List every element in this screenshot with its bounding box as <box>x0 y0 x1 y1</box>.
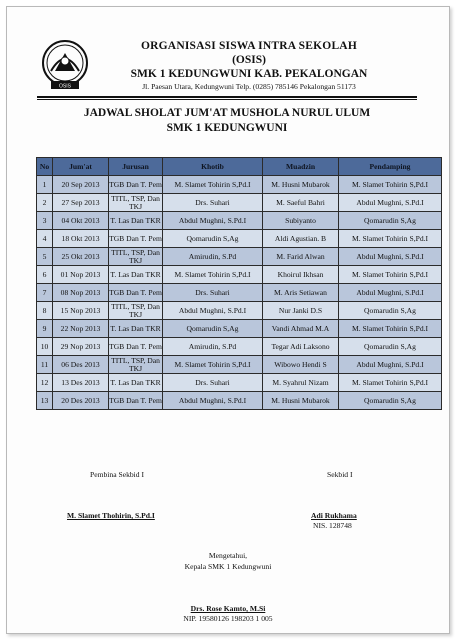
left-signer-role: Pembina Sekbid I <box>90 470 144 479</box>
pendamping-name: Qomarudin S,Ag <box>339 338 442 356</box>
org-abbrev-line: (OSIS) <box>232 54 266 66</box>
khotib-name: M. Slamet Tohirin S,Pd.I <box>163 356 263 374</box>
headmaster-nip: NIP. 19580126 198203 1 005 <box>183 614 273 623</box>
row-number: 2 <box>37 194 53 212</box>
osis-emblem-icon <box>37 37 93 93</box>
table-row <box>37 212 442 230</box>
friday-date: 25 Okt 2013 <box>53 248 109 266</box>
muadzin-name: Nur Janki D.S <box>263 302 339 320</box>
right-signer-name: Adi Rukhama <box>311 511 357 520</box>
khotib-name: Amirudin, S.Pd <box>163 248 263 266</box>
khotib-name: Qomarudin S,Ag <box>163 320 263 338</box>
muadzin-name: M. Aris Setiawan <box>263 284 339 302</box>
pendamping-name: M. Slamet Tohirin S,Pd.I <box>339 176 442 194</box>
pendamping-name: Abdul Mughni, S.Pd.I <box>339 356 442 374</box>
letterhead <box>99 39 399 92</box>
friday-date: 18 Okt 2013 <box>53 230 109 248</box>
column-header: Pendamping <box>339 158 442 176</box>
org-name-line: ORGANISASI SISWA INTRA SEKOLAH <box>141 40 357 52</box>
row-number: 4 <box>37 230 53 248</box>
column-header: Jurusan <box>109 158 163 176</box>
pendamping-name: Qomarudin S,Ag <box>339 212 442 230</box>
friday-date: 27 Sep 2013 <box>53 194 109 212</box>
friday-date: 06 Des 2013 <box>53 356 109 374</box>
row-number: 10 <box>37 338 53 356</box>
muadzin-name: Subiyanto <box>263 212 339 230</box>
department: TGB Dan T. Pem <box>109 176 163 194</box>
headmaster-name: Drs. Rose Kamto, M.Si <box>190 604 266 613</box>
pendamping-name: M. Slamet Tohirin S,Pd.I <box>339 266 442 284</box>
table-row <box>37 176 442 194</box>
department: T. Las Dan TKR <box>109 320 163 338</box>
department: TITL, TSP, Dan TKJ <box>109 302 163 320</box>
document-page <box>6 6 450 634</box>
khotib-name: Abdul Mughni, S.Pd.I <box>163 392 263 410</box>
row-number: 1 <box>37 176 53 194</box>
letterhead-rule-thin <box>37 99 417 100</box>
table-header-row <box>37 158 442 176</box>
table-row <box>37 284 442 302</box>
khotib-name: M. Slamet Tohirin S,Pd.I <box>163 266 263 284</box>
khotib-name: Qomarudin S,Ag <box>163 230 263 248</box>
muadzin-name: M. Syahrul Nizam <box>263 374 339 392</box>
table-row <box>37 356 442 374</box>
khotib-name: Drs. Suhari <box>163 374 263 392</box>
title-line-1: JADWAL SHOLAT JUM'AT MUSHOLA NURUL ULUM <box>83 107 371 119</box>
column-header: Muadzin <box>263 158 339 176</box>
muadzin-name: M. Husni Mubarok <box>263 392 339 410</box>
pendamping-name: Abdul Mughni, S.Pd.I <box>339 248 442 266</box>
muadzin-name: Tegar Adi Laksono <box>263 338 339 356</box>
department: TITL, TSP, Dan TKJ <box>109 356 163 374</box>
muadzin-name: Aldi Agustian. B <box>263 230 339 248</box>
letterhead-rule <box>37 96 417 98</box>
row-number: 13 <box>37 392 53 410</box>
khotib-name: Abdul Mughni, S.Pd.I <box>163 302 263 320</box>
muadzin-name: M. Farid Alwan <box>263 248 339 266</box>
title-line-2: SMK 1 KEDUNGWUNI <box>166 122 288 134</box>
row-number: 3 <box>37 212 53 230</box>
table-row <box>37 302 442 320</box>
khotib-name: Drs. Suhari <box>163 284 263 302</box>
department: TITL, TSP, Dan TKJ <box>109 248 163 266</box>
row-number: 7 <box>37 284 53 302</box>
khotib-name: M. Slamet Tohirin S,Pd.I <box>163 176 263 194</box>
department: TGB Dan T. Pem <box>109 392 163 410</box>
table-row <box>37 248 442 266</box>
pendamping-name: Qomarudin S,Ag <box>339 302 442 320</box>
friday-date: 01 Nop 2013 <box>53 266 109 284</box>
pendamping-name: Qomarudin S,Ag <box>339 392 442 410</box>
khotib-name: Abdul Mughni, S.Pd.I <box>163 212 263 230</box>
row-number: 6 <box>37 266 53 284</box>
muadzin-name: M. Husni Mubarok <box>263 176 339 194</box>
pendamping-name: Abdul Mughni, S.Pd.I <box>339 284 442 302</box>
schedule-table <box>36 157 442 410</box>
headmaster-title: Kepala SMK 1 Kedungwuni <box>184 562 272 571</box>
school-line: SMK 1 KEDUNGWUNI KAB. PEKALONGAN <box>130 68 368 80</box>
pendamping-name: Abdul Mughni, S.Pd.I <box>339 194 442 212</box>
pendamping-name: M. Slamet Tohirin S,Pd.I <box>339 230 442 248</box>
khotib-name: Drs. Suhari <box>163 194 263 212</box>
left-signer-name: M. Slamet Thohirin, S.Pd.I <box>67 511 155 520</box>
muadzin-name: Khoirul Ikhsan <box>263 266 339 284</box>
table-row <box>37 338 442 356</box>
table-row <box>37 230 442 248</box>
friday-date: 13 Des 2013 <box>53 374 109 392</box>
table-row <box>37 194 442 212</box>
department: T. Las Dan TKR <box>109 212 163 230</box>
friday-date: 20 Des 2013 <box>53 392 109 410</box>
friday-date: 08 Nop 2013 <box>53 284 109 302</box>
friday-date: 29 Nop 2013 <box>53 338 109 356</box>
khotib-name: Amirudin, S.Pd <box>163 338 263 356</box>
row-number: 9 <box>37 320 53 338</box>
department: TGB Dan T. Pem <box>109 284 163 302</box>
row-number: 5 <box>37 248 53 266</box>
muadzin-name: Wibowo Hendi S <box>263 356 339 374</box>
right-signer-role: Sekbid I <box>327 470 353 479</box>
friday-date: 04 Okt 2013 <box>53 212 109 230</box>
pendamping-name: M. Slamet Tohirin S,Pd.I <box>339 374 442 392</box>
acknowledged-label: Mengetahui, <box>208 551 248 560</box>
column-header: Khotib <box>163 158 263 176</box>
row-number: 11 <box>37 356 53 374</box>
table-row <box>37 392 442 410</box>
document-title <box>37 106 417 136</box>
column-header: No <box>37 158 53 176</box>
column-header: Jum'at <box>53 158 109 176</box>
table-row <box>37 320 442 338</box>
logo-text: OSIS <box>59 83 71 90</box>
muadzin-name: M. Saeful Bahri <box>263 194 339 212</box>
muadzin-name: Vandi Ahmad M.A <box>263 320 339 338</box>
department: TGB Dan T. Pem <box>109 338 163 356</box>
department: TITL, TSP, Dan TKJ <box>109 194 163 212</box>
friday-date: 22 Nop 2013 <box>53 320 109 338</box>
row-number: 8 <box>37 302 53 320</box>
row-number: 12 <box>37 374 53 392</box>
table-row <box>37 374 442 392</box>
department: T. Las Dan TKR <box>109 266 163 284</box>
address-line: Jl. Paesan Utara, Kedungwuni Telp. (0285) 785146 Pekalongan 51173 <box>142 82 356 91</box>
friday-date: 20 Sep 2013 <box>53 176 109 194</box>
right-signer-nis: NIS. 128748 <box>313 521 352 530</box>
pendamping-name: M. Slamet Tohirin S,Pd.I <box>339 320 442 338</box>
department: TGB Dan T. Pem <box>109 230 163 248</box>
department: T. Las Dan TKR <box>109 374 163 392</box>
friday-date: 15 Nop 2013 <box>53 302 109 320</box>
table-row <box>37 266 442 284</box>
